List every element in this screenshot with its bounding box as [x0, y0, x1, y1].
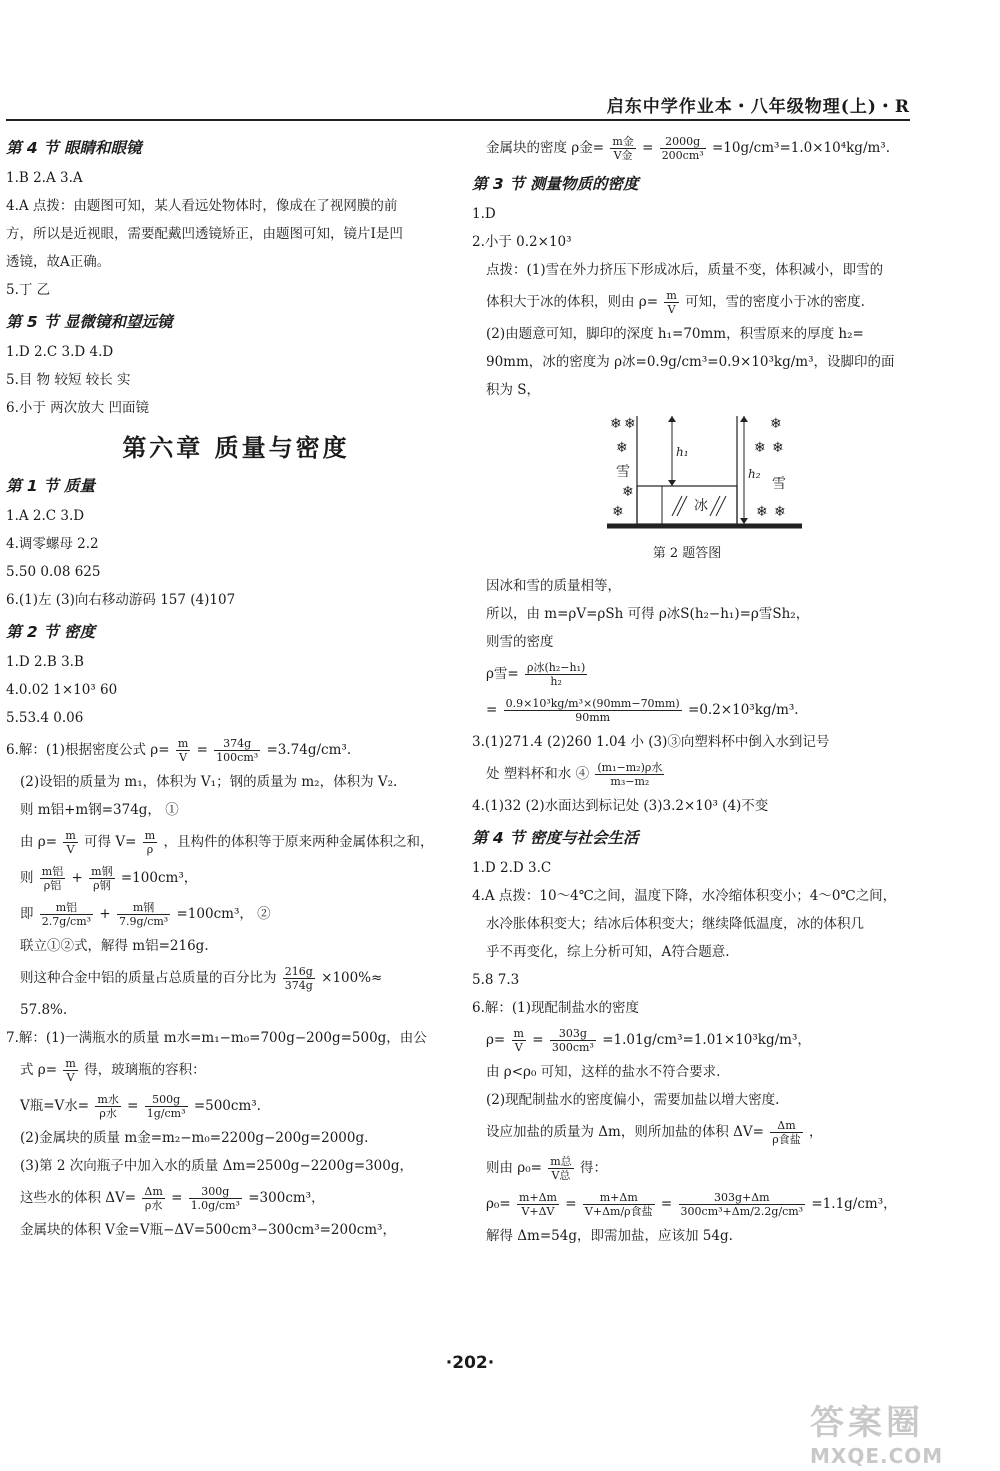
denominator: ρ水	[144, 1199, 163, 1212]
denominator: 1.0g/cm³	[190, 1199, 240, 1212]
equation-line	[6, 824, 454, 860]
text: =1.01g/cm³=1.01×10³kg/m³，	[602, 1032, 811, 1048]
text: 这些水的体积 ΔV=	[20, 1190, 137, 1206]
answer-line: 5.53.4 0.06	[6, 710, 84, 726]
section-title: 第 4 节 密度与社会生活	[472, 829, 639, 847]
answer-line: 6.解：(1)现配制盐水的密度	[472, 1000, 640, 1016]
answer-line: 1.A 2.C 3.D	[6, 508, 85, 524]
denominator: 1g/cm³	[146, 1107, 186, 1120]
numerator: (m₁−m₂)ρ水	[597, 761, 663, 774]
fraction	[517, 1191, 559, 1218]
answer-line: 6.(1)左 (3)向右移动游码 157 (4)107	[6, 592, 236, 608]
text: =	[171, 1190, 183, 1206]
snowflake-icon: ❄	[610, 416, 622, 432]
text: 处 塑料杯和水 ④	[486, 766, 590, 782]
numerator: m	[513, 1027, 524, 1040]
numerator: m总	[550, 1155, 572, 1168]
fraction	[525, 661, 587, 688]
text: 即	[20, 906, 34, 922]
denominator: V	[66, 1071, 75, 1084]
numerator: m钢	[91, 865, 113, 878]
text: =	[642, 140, 654, 156]
text: =	[660, 1196, 673, 1212]
text: ρ=	[486, 1032, 506, 1048]
equation-line	[472, 1186, 922, 1222]
text: =	[532, 1032, 544, 1048]
text: 得，玻璃瓶的容积：	[84, 1062, 206, 1078]
text: =	[196, 742, 208, 758]
text: =	[565, 1196, 577, 1212]
text: ρ₀=	[486, 1196, 511, 1212]
numerator: m+Δm	[518, 1191, 557, 1204]
text: 金属块的密度 ρ金=	[486, 140, 605, 156]
equation-line	[6, 1088, 454, 1124]
equation-line	[6, 896, 454, 932]
answer-line: 由 ρ<ρ₀ 可知，这样的盐水不符合要求.	[486, 1064, 721, 1080]
text: 设应加盐的质量为 Δm，则所加盐的体积 ΔV=	[486, 1124, 764, 1140]
text: ρ雪=	[486, 666, 519, 682]
fraction	[679, 1191, 806, 1218]
section-title: 第 3 节 测量物质的密度	[472, 175, 639, 193]
numerator: 303g	[550, 1027, 596, 1041]
answer-line: 1.D 2.C 3.D 4.D	[6, 344, 114, 360]
equation-line	[472, 1114, 922, 1150]
snowflake-icon: ❄	[612, 504, 624, 520]
numerator: m	[144, 829, 156, 842]
answer-line: 5.目 物 较短 较长 实	[6, 372, 131, 388]
answer-line: 5.丁 乙	[6, 282, 51, 298]
equation-line	[6, 1052, 454, 1088]
numerator: m	[666, 289, 677, 302]
numerator: m	[65, 829, 76, 842]
snowflake-icon: ❄	[616, 440, 628, 456]
fraction	[40, 865, 65, 892]
answer-line: 则雪的密度	[486, 634, 554, 650]
text: 体积大于冰的体积，则由 ρ=	[486, 294, 659, 310]
equation-line	[472, 692, 922, 728]
numerator: m铝	[41, 865, 64, 878]
fraction	[145, 1093, 188, 1120]
answer-line: 金属块的体积 V金=V瓶−ΔV=500cm³−300cm³=200cm³，	[20, 1222, 396, 1238]
answer-line: 4.0.02 1×10³ 60	[6, 682, 118, 698]
text: =0.2×10³kg/m³.	[688, 702, 799, 718]
answer-line: 5.50 0.08 625	[6, 564, 101, 580]
answer-line: 90mm，冰的密度为 ρ冰=0.9g/cm³=0.9×10³kg/m³，设脚印的面	[486, 354, 895, 370]
fraction	[583, 1191, 655, 1218]
fraction	[664, 289, 678, 316]
snow-ice-diagram	[472, 408, 922, 536]
numerator: m	[65, 1057, 76, 1070]
numerator: m+Δm	[583, 1191, 655, 1205]
watermark-title: 答案圈	[810, 1403, 924, 1443]
denominator: V	[514, 1041, 523, 1054]
fraction	[214, 737, 260, 764]
equation-line	[472, 130, 922, 166]
fraction	[176, 737, 190, 764]
numerator: 216g	[284, 965, 313, 978]
fraction	[142, 1185, 164, 1212]
text: ，且构件的体积等于原来两种金属体积之和，	[163, 834, 434, 850]
equation-line	[472, 284, 922, 320]
answer-line: 57.8%.	[20, 1002, 68, 1018]
denominator: h₂	[550, 675, 562, 688]
h2-arrow-head-top	[740, 416, 748, 422]
denominator: V金	[613, 149, 633, 162]
ice-label: 冰	[694, 498, 708, 514]
denominator: m₃−m₂	[610, 775, 650, 788]
equation-line	[6, 1180, 454, 1216]
denominator: V	[667, 303, 676, 316]
text: 式 ρ=	[20, 1062, 58, 1078]
text: ，	[809, 1124, 823, 1140]
answer-line: 方，所以是近视眼，需要配戴凹透镜矫正，由题图可知，镜片Ⅰ是凹	[6, 226, 403, 242]
text: +	[71, 870, 83, 886]
fraction	[550, 1027, 596, 1054]
snow-label: 雪	[616, 464, 630, 480]
fraction	[595, 761, 664, 788]
answer-line: 5.8 7.3	[472, 972, 520, 988]
snowflake-icon: ❄	[622, 484, 634, 500]
text: 6.解：(1)根据密度公式 ρ=	[6, 742, 170, 758]
text: =3.74g/cm³.	[266, 742, 352, 758]
snowflake-icon: ❄	[774, 504, 786, 520]
answer-line: 1.D 2.B 3.B	[6, 654, 84, 670]
denominator: V	[179, 751, 188, 764]
text: =100cm³， ②	[176, 906, 271, 922]
text: 由 ρ=	[20, 834, 58, 850]
snowflake-icon: ❄	[770, 416, 782, 432]
answer-line: (3)第 2 次向瓶子中加入水的质量 Δm=2500g−2200g=300g，	[20, 1158, 413, 1174]
denominator: ρ食盐	[772, 1133, 801, 1146]
numerator: Δm	[770, 1119, 802, 1133]
answer-line: 水冷胀体积变大；结冰后体积变大；继续降低温度，冰的体积几	[486, 916, 864, 932]
numerator: 500g	[145, 1093, 188, 1107]
answer-line: 6.小于 两次放大 凹面镜	[6, 400, 149, 416]
denominator: 200cm³	[661, 149, 704, 162]
text: =100cm³，	[120, 870, 198, 886]
text: +	[99, 906, 111, 922]
answer-line: 联立①②式，解得 m铝=216g.	[20, 938, 209, 954]
numerator: m水	[97, 1093, 119, 1106]
equation-line	[472, 1150, 922, 1186]
left-column	[6, 130, 454, 1244]
equation-line	[472, 756, 922, 792]
text: =	[486, 702, 498, 718]
watermark-url: MXQE.COM	[810, 1444, 944, 1468]
fraction	[189, 1185, 242, 1212]
answer-line: 1.D 2.D 3.C	[472, 860, 552, 876]
numerator: 2000g	[660, 135, 706, 149]
answer-line: 透镜，故A正确。	[6, 254, 111, 270]
h1-label: h₁	[676, 445, 689, 459]
answer-line: 4.(1)32 (2)水面达到标记处 (3)3.2×10³ (4)不变	[472, 798, 769, 814]
answer-line: 2.小于 0.2×10³	[472, 234, 572, 250]
fraction	[89, 865, 114, 892]
snow-label: 雪	[772, 476, 786, 492]
equation-line	[6, 732, 454, 768]
denominator: V+Δm/ρ食盐	[584, 1205, 653, 1218]
denominator: 300cm³	[551, 1041, 594, 1054]
denominator: V+ΔV	[521, 1205, 555, 1218]
denominator: 100cm³	[216, 751, 259, 764]
h1-arrow-head-bottom	[668, 480, 676, 486]
denominator: 7.9g/cm³	[118, 915, 169, 928]
answer-line: 因冰和雪的质量相等，	[486, 578, 621, 594]
denominator: ρ钢	[93, 879, 111, 892]
text: =	[127, 1098, 139, 1114]
numerator: ρ冰(h₂−h₁)	[527, 661, 586, 674]
answer-line: 4.A 点拨：由题图可知，某人看远处物体时，像成在了视网膜的前	[6, 198, 398, 214]
section-title: 第 1 节 质量	[6, 477, 95, 495]
equation-line	[6, 960, 454, 996]
text: 则由 ρ₀=	[486, 1160, 542, 1176]
numerator: 0.9×10³kg/m³×(90mm−70mm)	[505, 697, 680, 710]
snowflake-icon: ❄	[754, 440, 766, 456]
answer-line: (2)设铝的质量为 m₁，体积为 V₁；钢的质量为 m₂，体积为 V₂.	[20, 774, 398, 790]
answer-line: 4.调零螺母 2.2	[6, 536, 99, 552]
answer-line: 1.D	[472, 206, 496, 222]
text: =300cm³，	[248, 1190, 325, 1206]
denominator: ρ铝	[43, 879, 62, 892]
text: =10g/cm³=1.0×10⁴kg/m³.	[711, 140, 890, 156]
answer-line: (2)由题意可知，脚印的深度 h₁=70mm，积雪原来的厚度 h₂=	[486, 326, 864, 342]
chapter-title: 第六章 质量与密度	[122, 433, 350, 462]
answer-line: 7.解：(1)一满瓶水的质量 m水=m₁−m₀=700g−200g=500g，由公	[6, 1030, 427, 1046]
denominator: ρ水	[99, 1107, 117, 1120]
fraction	[548, 1155, 573, 1182]
snowflake-icon: ❄	[624, 416, 636, 432]
denominator: 374g	[284, 979, 313, 992]
h2-arrow-head-bottom	[740, 518, 748, 524]
text: 可知，雪的密度小于冰的密度.	[685, 294, 865, 310]
snowflake-icon: ❄	[772, 440, 784, 456]
fraction	[283, 965, 315, 992]
denominator: 300cm³+Δm/2.2g/cm³	[680, 1205, 804, 1218]
fraction	[63, 1057, 77, 1084]
numerator: m钢	[117, 901, 170, 915]
watermark-logo	[810, 1395, 990, 1468]
fraction	[512, 1027, 526, 1054]
denominator: 90mm	[575, 711, 611, 724]
denominator: 2.7g/cm³	[41, 915, 92, 928]
diagram-svg	[472, 408, 922, 536]
fraction	[117, 901, 170, 928]
numerator: Δm	[144, 1185, 163, 1198]
fraction	[660, 135, 706, 162]
answer-line: 4.A 点拨：10～4℃之间，温度下降，水冷缩体积变小；4～0℃之间，	[472, 888, 897, 904]
right-column	[472, 130, 922, 1250]
answer-line: 所以，由 m=ρV=ρSh 可得 ρ冰S(h₂−h₁)=ρ雪Sh₂，	[486, 606, 810, 622]
text: V瓶=V水=	[20, 1098, 90, 1114]
equation-line	[472, 656, 922, 692]
answer-line: 积为 S，	[486, 382, 541, 398]
answer-line: 则 m铝+m钢=374g， ①	[20, 802, 179, 818]
answer-line: (2)现配制盐水的密度偏小，需要加盐以增大密度.	[486, 1092, 780, 1108]
text: ×100%≈	[321, 970, 383, 986]
numerator: m铝	[40, 901, 93, 915]
text: =1.1g/cm³，	[811, 1196, 897, 1212]
numerator: 374g	[214, 737, 260, 751]
snowflake-icon: ❄	[756, 504, 768, 520]
answer-line: 1.B 2.A 3.A	[6, 170, 83, 186]
equation-line	[6, 860, 454, 896]
section-title: 第 5 节 显微镜和望远镜	[6, 313, 173, 331]
fraction	[770, 1119, 802, 1146]
numerator: m金	[612, 135, 634, 148]
equation-line	[472, 1022, 922, 1058]
h2-label: h₂	[748, 467, 761, 481]
answer-line: 3.(1)271.4 (2)260 1.04 小 (3)③向塑料杯中倒入水到记号	[472, 734, 830, 750]
fraction	[504, 697, 682, 724]
text: 则这种合金中铝的质量占总质量的百分比为	[20, 970, 277, 986]
fraction	[40, 901, 93, 928]
text: 可得 V=	[84, 834, 137, 850]
answer-line: 点拨：(1)雪在外力挤压下形成冰后，质量不变，体积减小，即雪的	[486, 262, 884, 278]
answer-line: 解得 Δm=54g，即需加盐，应该加 54g.	[486, 1228, 733, 1244]
section-title: 第 2 节 密度	[6, 623, 95, 641]
running-header: 启东中学作业本・八年级物理(上)・R	[606, 97, 910, 117]
denominator: V总	[551, 1169, 571, 1182]
numerator: m	[177, 737, 189, 750]
answer-line: 乎不再变化，综上分析可知，A符合题意.	[486, 944, 730, 960]
page-number: ·202·	[445, 1353, 495, 1373]
numerator: 300g	[189, 1185, 242, 1199]
fraction	[143, 829, 157, 856]
text: =500cm³.	[193, 1098, 261, 1114]
denominator: ρ	[146, 843, 154, 856]
text: 得：	[579, 1160, 607, 1176]
answer-line: (2)金属块的质量 m金=m₂−m₀=2200g−200g=2000g.	[20, 1130, 369, 1146]
fraction	[63, 829, 77, 856]
fraction	[610, 135, 635, 162]
header-rule	[6, 119, 910, 121]
text: 则	[20, 870, 34, 886]
numerator: 303g+Δm	[679, 1191, 806, 1205]
h1-arrow-head-top	[668, 416, 676, 422]
fraction	[95, 1093, 120, 1120]
denominator: V	[66, 843, 75, 856]
section-title: 第 4 节 眼睛和眼镜	[6, 139, 142, 157]
figure-caption: 第 2 题答图	[652, 546, 722, 561]
